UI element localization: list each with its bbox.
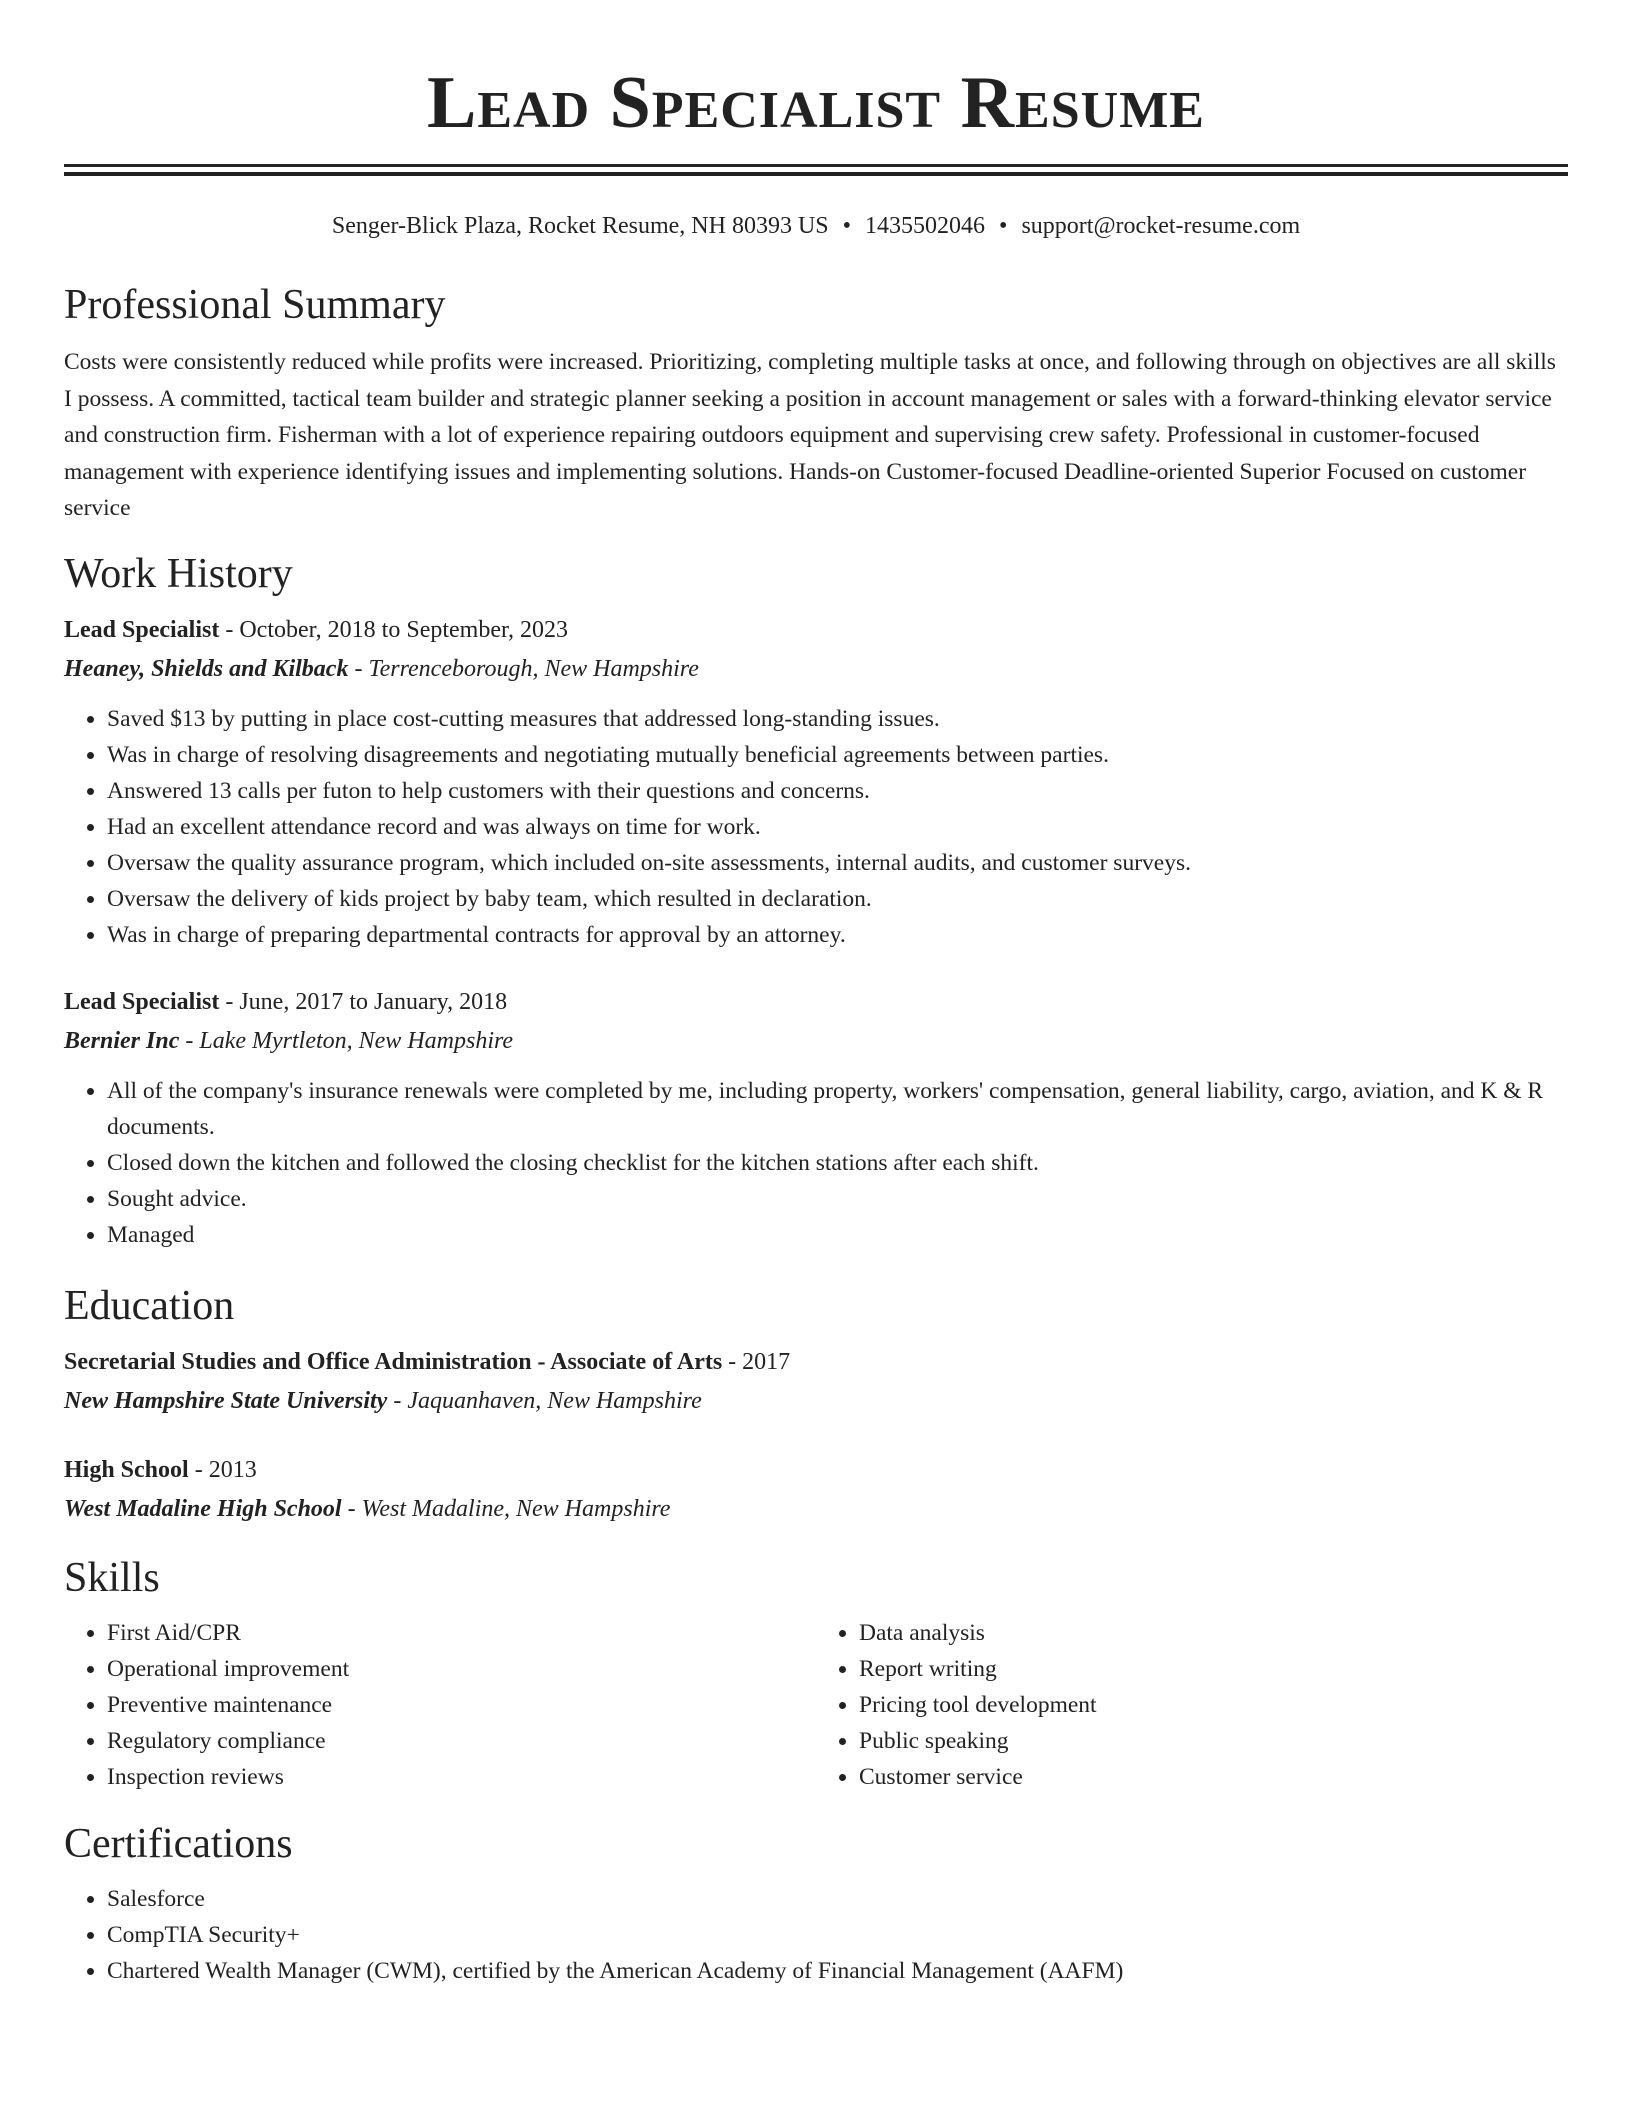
education-heading: Education (64, 1282, 235, 1329)
skill-item: • First Aid/CPR (107, 1615, 816, 1651)
education-school: West Madaline High School (64, 1495, 342, 1522)
education-year: - 2013 (188, 1456, 257, 1483)
contact-phone: 1435502046 (865, 213, 986, 239)
education-degree-line (64, 1451, 1568, 1489)
resume-title: Lead Specialist Resume (427, 62, 1205, 144)
job-bullet: • All of the company's insurance renewals were completed by me, including property, workers' compensation, general liability, cargo, aviation, and K & R documents. (107, 1073, 1568, 1145)
certification-item: • Chartered Wealth Manager (CWM), certified by the American Academy of Financial Management (AAFM) (107, 1953, 1568, 1989)
education-degree-line (64, 1343, 1568, 1381)
job-company: Heaney, Shields and Kilback (64, 655, 349, 682)
job-bullet: • Saved $13 by putting in place cost-cutting measures that addressed long-standing issues. (107, 701, 1568, 737)
education-location: - Jaquanhaven, New Hampshire (387, 1387, 702, 1414)
job-bullet: • Oversaw the quality assurance program, which included on-site assessments, internal audits, and customer surveys. (107, 845, 1568, 881)
summary-text: Costs were consistently reduced while profits were increased. Prioritizing, completing multiple tasks at once, and following through on objectives are all skills I possess. A committed, tactical team builder and strategic planner seeking a position in account management or sales with a forward-thinking elevator service and construction firm. Fisherman with a lot of experience repairing outdoors equipment and supervising crew safety. Professional in customer-focused management with experience identifying issues and implementing solutions. Hands-on Customer-focused Deadline-oriented Superior Focused on customer service (64, 349, 1556, 521)
job-entry (64, 983, 1568, 1253)
skill-item: • Customer service (859, 1759, 1568, 1795)
job-company: Bernier Inc (64, 1027, 180, 1054)
job-bullet: • Oversaw the delivery of kids project by baby team, which resulted in declaration. (107, 881, 1568, 917)
skill-item: • Regulatory compliance (107, 1723, 816, 1759)
certifications-list (64, 1881, 1568, 1989)
job-bullet: • Sought advice. (107, 1181, 1568, 1217)
education-school: New Hampshire State University (64, 1387, 388, 1414)
education-location: - West Madaline, New Hampshire (341, 1495, 671, 1522)
skill-item: • Report writing (859, 1651, 1568, 1687)
job-bullet: • Had an excellent attendance record and was always on time for work. (107, 809, 1568, 845)
contact-address: Senger-Blick Plaza, Rocket Resume, NH 80393 US (331, 213, 829, 239)
job-title-line (64, 611, 1568, 649)
job-bullet: • Answered 13 calls per futon to help customers with their questions and concerns. (107, 773, 1568, 809)
skills-list-left (64, 1615, 816, 1795)
contact-separator: • (999, 213, 1008, 239)
job-title: Lead Specialist (64, 616, 220, 643)
skill-item: • Data analysis (859, 1615, 1568, 1651)
job-location: - Lake Myrtleton, New Hampshire (179, 1027, 514, 1054)
contact-separator: • (842, 213, 852, 239)
certifications-heading: Certifications (64, 1820, 293, 1867)
education-entry (64, 1343, 1568, 1421)
contact-email: support@rocket-resume.com (1021, 213, 1301, 239)
contact-line (64, 210, 1568, 242)
job-location: - Terrenceborough, New Hampshire (348, 655, 699, 682)
skills-heading: Skills (64, 1554, 160, 1601)
job-dates: - October, 2018 to September, 2023 (219, 616, 569, 643)
certification-item: • Salesforce (107, 1881, 1568, 1917)
certification-item: • CompTIA Security+ (107, 1917, 1568, 1953)
education-school-line (64, 1489, 1568, 1529)
job-employer-line (64, 649, 1568, 689)
skills-columns (64, 1615, 1568, 1795)
job-bullet: • Was in charge of preparing departmental contracts for approval by an attorney. (107, 917, 1568, 953)
education-school-line (64, 1381, 1568, 1421)
job-bullet: • Closed down the kitchen and followed the closing checklist for the kitchen stations after each shift. (107, 1145, 1568, 1181)
job-bullet: • Was in charge of resolving disagreements and negotiating mutually beneficial agreements between parties. (107, 737, 1568, 773)
education-degree: High School (64, 1456, 189, 1483)
job-bullets (64, 701, 1568, 953)
education-year: - 2017 (722, 1348, 791, 1375)
education-degree: Secretarial Studies and Office Administration - Associate of Arts (64, 1348, 723, 1375)
job-bullets (64, 1073, 1568, 1253)
skill-item: • Pricing tool development (859, 1687, 1568, 1723)
job-employer-line (64, 1021, 1568, 1061)
title-rule-bottom (64, 172, 1568, 176)
summary-heading: Professional Summary (64, 282, 446, 328)
job-title-line (64, 983, 1568, 1021)
job-entry (64, 611, 1568, 953)
job-title: Lead Specialist (64, 988, 220, 1015)
resume-page (64, 0, 1568, 1989)
education-entry (64, 1451, 1568, 1529)
job-bullet: • Managed (107, 1217, 1568, 1253)
job-dates: - June, 2017 to January, 2018 (219, 988, 508, 1015)
title-rule-top (64, 164, 1568, 167)
work-history-heading: Work History (64, 550, 293, 597)
skill-item: • Operational improvement (107, 1651, 816, 1687)
skill-item: • Inspection reviews (107, 1759, 816, 1795)
skill-item: • Preventive maintenance (107, 1687, 816, 1723)
skills-list-right (816, 1615, 1568, 1795)
skill-item: • Public speaking (859, 1723, 1568, 1759)
